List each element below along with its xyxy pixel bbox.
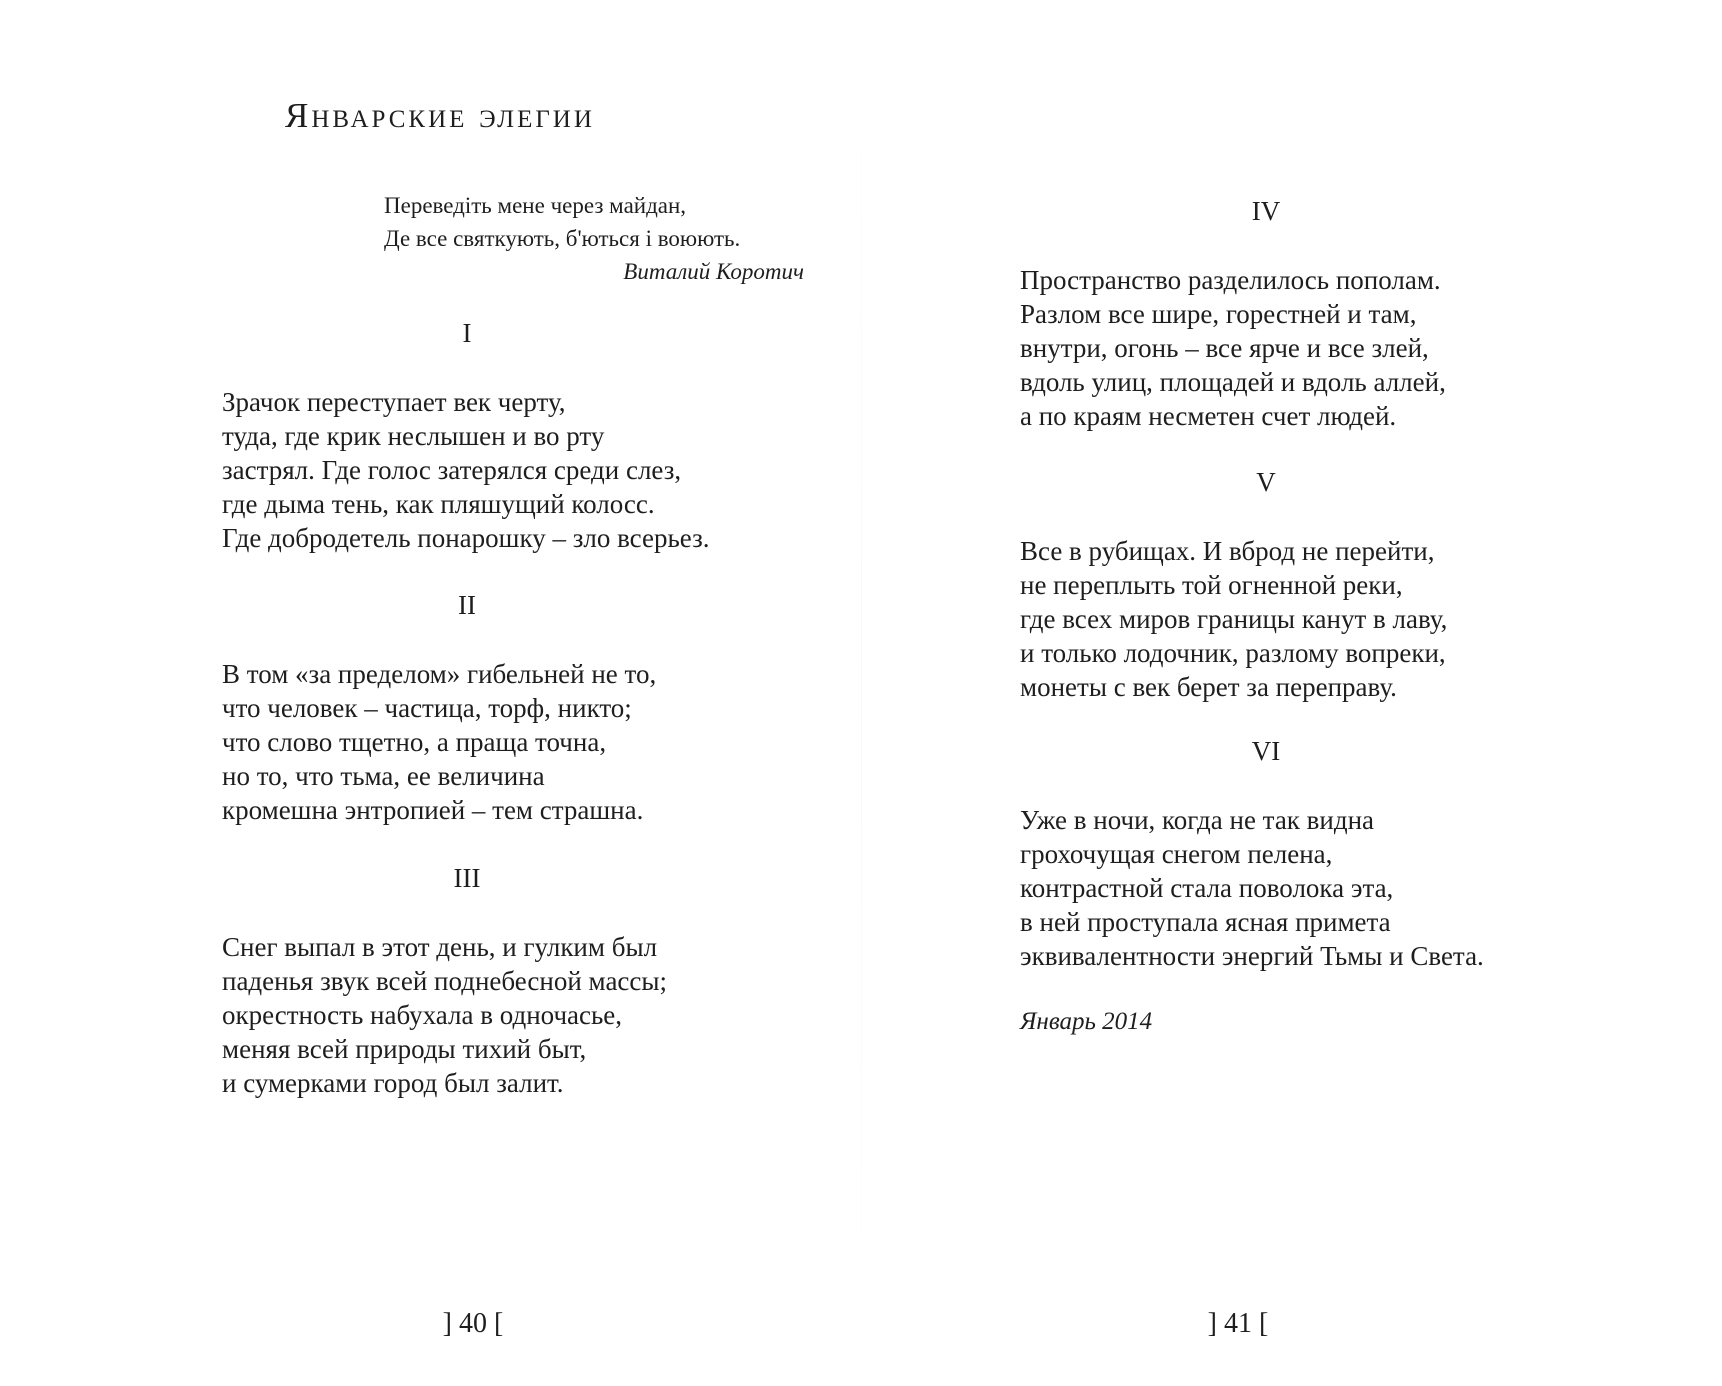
- section-number-vi: VI: [1251, 736, 1281, 766]
- page-number-right: ] 41 [: [1207, 1308, 1269, 1339]
- stanza-v: [1020, 534, 1447, 704]
- verse-line: Снег выпал в этот день, и гулким был: [222, 932, 658, 962]
- verse-line: монеты с век берет за переправу.: [1020, 672, 1397, 702]
- verse-line: не переплыть той огненной реки,: [1020, 570, 1403, 600]
- verse-line: и сумерками город был залит.: [222, 1068, 564, 1098]
- verse-line: паденья звук всей поднебесной массы;: [222, 966, 668, 996]
- verse-line: Где добродетель понарошку – зло всерьез.: [222, 523, 710, 553]
- verse-line: внутри, огонь – все ярче и все злей,: [1020, 333, 1429, 363]
- epigraph-line: Переведіть мене через майдан,: [384, 193, 687, 218]
- epigraph-line: Де все святкують, б'ються і воюють.: [384, 226, 741, 251]
- verse-line: где дыма тень, как пляшущий колосс.: [222, 489, 655, 519]
- poem-date: Январь 2014: [1020, 1008, 1153, 1035]
- section-number-ii: II: [458, 590, 476, 620]
- verse-line: Пространство разделилось пополам.: [1020, 265, 1441, 295]
- verse-line: застрял. Где голос затерялся среди слез,: [222, 455, 682, 485]
- verse-line: Все в рубищах. И вброд не перейти,: [1020, 536, 1435, 566]
- verse-line: Зрачок переступает век черту,: [222, 387, 566, 417]
- verse-line: где всех миров границы канут в лаву,: [1020, 604, 1448, 634]
- verse-line: В том «за пределом» гибельней не то,: [222, 659, 657, 689]
- verse-line: туда, где крик неслышен и во рту: [222, 421, 605, 451]
- verse-line: кромешна энтропией – тем страшна.: [222, 795, 644, 825]
- verse-line: вдоль улиц, площадей и вдоль аллей,: [1020, 367, 1446, 397]
- epigraph: [384, 189, 804, 288]
- verse-line: грохочущая снегом пелена,: [1020, 839, 1333, 869]
- poem-title: Январские элегии: [285, 96, 595, 135]
- verse-line: Разлом все шире, горестней и там,: [1020, 299, 1417, 329]
- stanza-vi: [1020, 803, 1484, 973]
- section-number-i: I: [462, 318, 472, 348]
- section-number-iii: III: [453, 863, 481, 893]
- verse-line: но то, что тьма, ее величина: [222, 761, 545, 791]
- verse-line: окрестность набухала в одночасье,: [222, 1000, 623, 1030]
- section-number-iv: IV: [1251, 196, 1281, 226]
- verse-line: в ней проступала ясная примета: [1020, 907, 1391, 937]
- verse-line: а по краям несметен счет людей.: [1020, 401, 1397, 431]
- verse-line: что слово тщетно, а праща точна,: [222, 727, 607, 757]
- verse-line: что человек – частица, торф, никто;: [222, 693, 632, 723]
- verse-line: Уже в ночи, когда не так видна: [1020, 805, 1375, 835]
- verse-line: меняя всей природы тихий быт,: [222, 1034, 587, 1064]
- right-page: [861, 0, 1722, 1386]
- verse-line: эквивалентности энергий Тьмы и Света.: [1020, 941, 1484, 971]
- section-number-v: V: [1256, 467, 1276, 497]
- verse-line: контрастной стала поволока эта,: [1020, 873, 1394, 903]
- page-number-left: ] 40 [: [442, 1308, 504, 1339]
- stanza-ii: [222, 657, 656, 827]
- epigraph-author: Виталий Коротич: [623, 259, 804, 284]
- stanza-iii: [222, 930, 667, 1100]
- stanza-iv: [1020, 263, 1446, 433]
- verse-line: и только лодочник, разлому вопреки,: [1020, 638, 1446, 668]
- stanza-i: [222, 385, 710, 555]
